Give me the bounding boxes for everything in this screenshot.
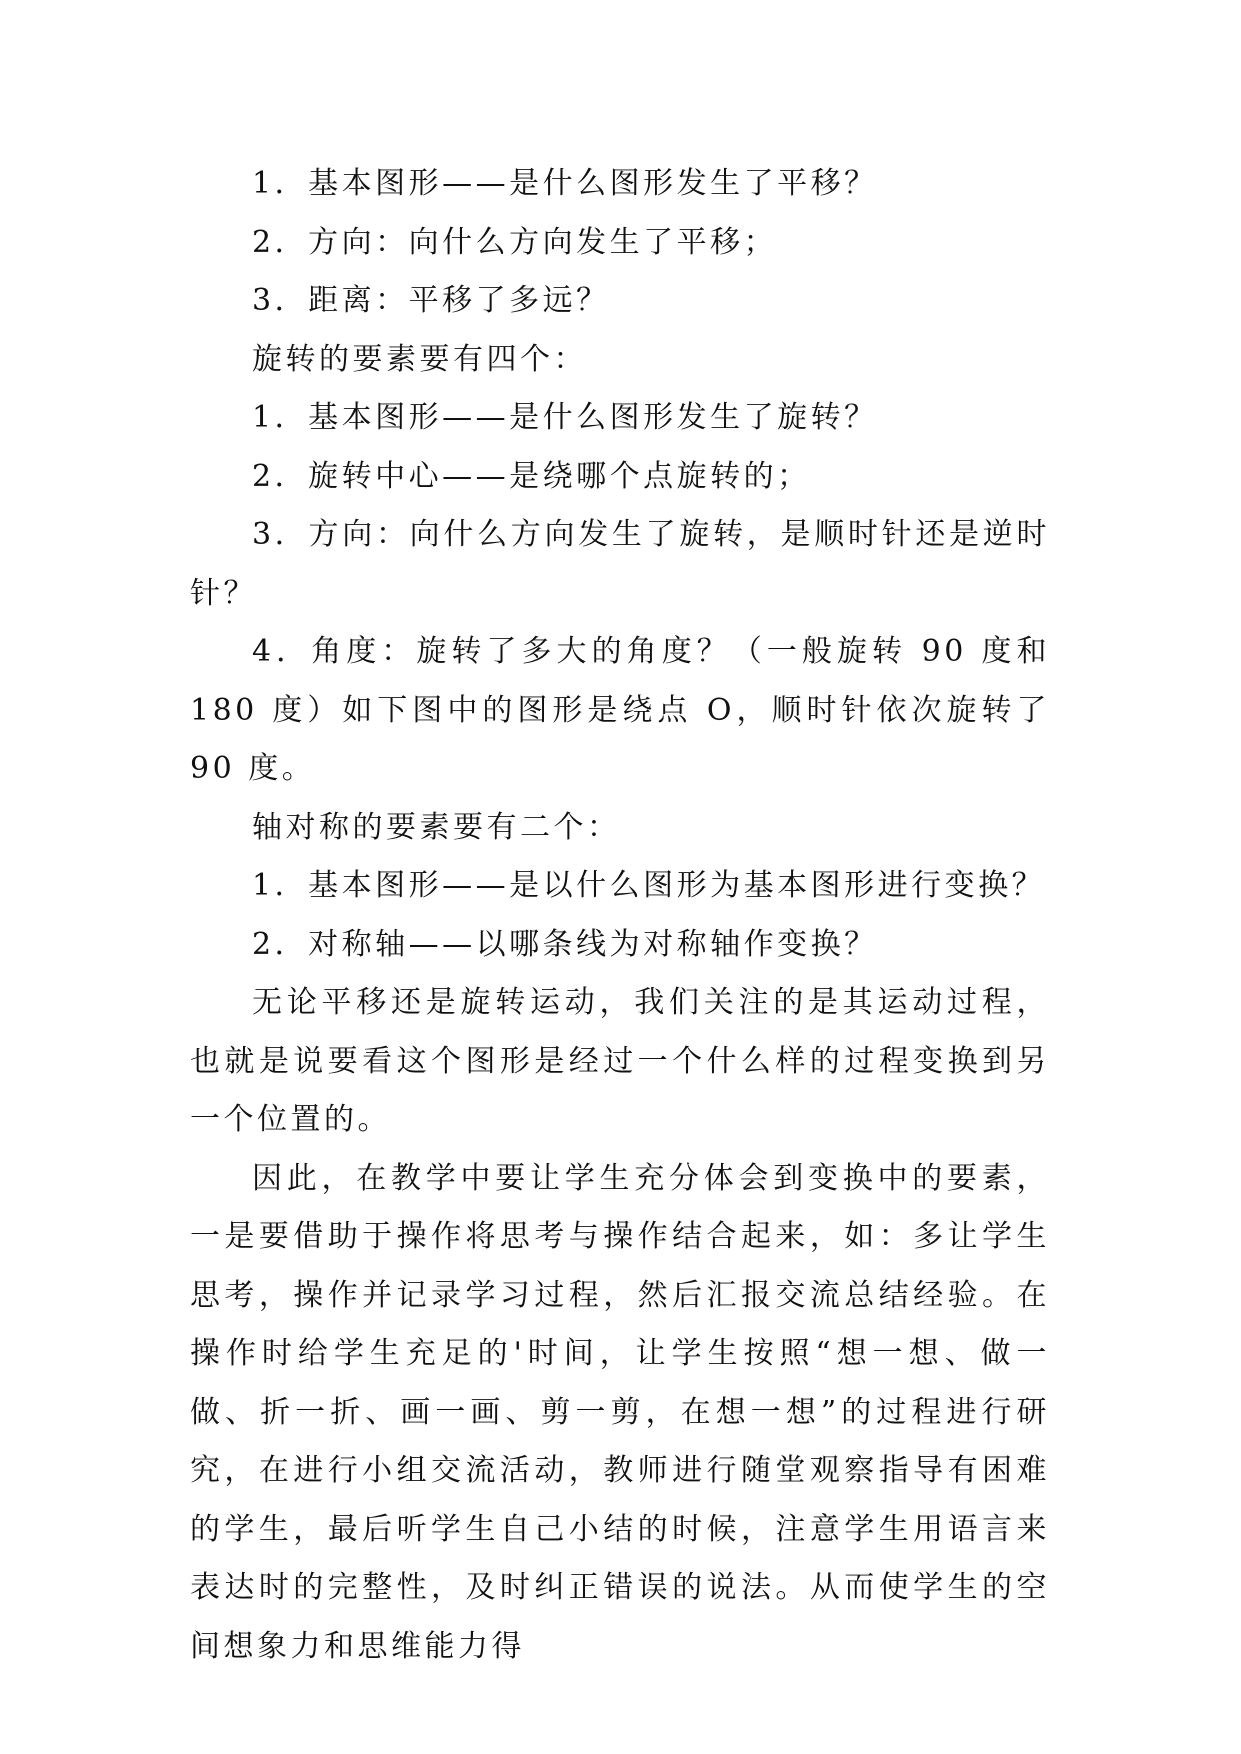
paragraph-rotation-elements-heading: 旋转的要素要有四个： <box>252 341 587 377</box>
paragraph-translation-element-basic-shape: 1．基本图形——是什么图形发生了平移？ <box>252 166 878 201</box>
paragraph-axial-symmetry-basic-shape: 1．基本图形——是以什么图形为基本图形进行变换？ <box>252 868 1046 903</box>
paragraph-rotation-element-angle: 4．角度：旋转了多大的角度？（一般旋转 90 度和 180 度）如下图中的图形是绕点 O，顺时针依次旋转了 90 度。 <box>190 634 1050 786</box>
paragraph-rotation-element-center: 2．旋转中心——是绕哪个点旋转的； <box>252 458 811 494</box>
document-body <box>190 155 1050 1676</box>
paragraph-translation-element-distance: 3．距离：平移了多远？ <box>252 283 610 318</box>
paragraph-motion-process: 无论平移还是旋转运动，我们关注的是其运动过程，也就是说要看这个图形是经过一个什么样的过程变换到另一个位置的。 <box>190 985 1050 1137</box>
paragraph-rotation-element-basic-shape: 1．基本图形——是什么图形发生了旋转？ <box>252 400 878 435</box>
paragraph-axial-symmetry-axis: 2．对称轴——以哪条线为对称轴作变换？ <box>252 926 878 962</box>
paragraph-axial-symmetry-heading: 轴对称的要素要有二个： <box>252 809 621 845</box>
paragraph-rotation-element-direction: 3．方向：向什么方向发生了旋转，是顺时针还是逆时针？ <box>190 517 1050 611</box>
paragraph-teaching-method: 因此，在教学中要让学生充分体会到变换中的要素，一是要借助于操作将思考与操作结合起来，如：多让学生思考，操作并记录学习过程，然后汇报交流总结经验。在操作时给学生充足的'时间，让学生按照“想一想、做一做、折一折、画一画、剪一剪，在想一想”的过程进行研究，在进行小组交流活动，教师进行随堂观察指导有困难的学生，最后听学生自己小结的时候，注意学生用语言来表达时的完整性，及时纠正错误的说法。从而使学生的空间想象力和思维能力得 <box>190 1160 1050 1664</box>
paragraph-translation-element-direction: 2．方向：向什么方向发生了平移； <box>252 224 778 260</box>
